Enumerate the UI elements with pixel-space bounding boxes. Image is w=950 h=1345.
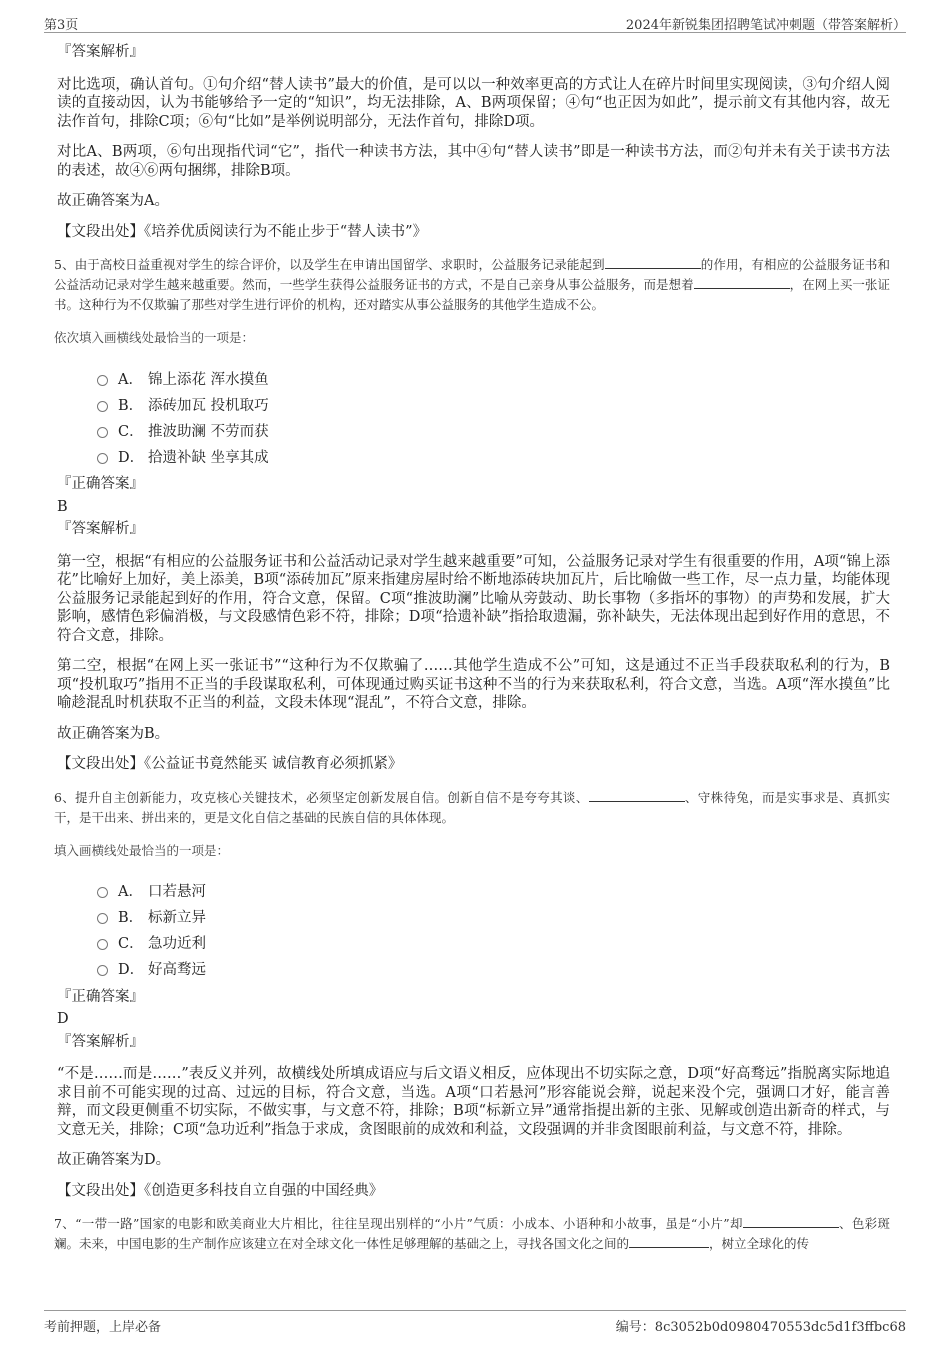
q5-instruction: 依次填入画横线处最恰当的一项是： xyxy=(54,330,255,345)
main-content xyxy=(54,43,890,1268)
option-d[interactable]: D． 拾遗补缺 坐享其成 xyxy=(97,443,890,469)
blank-line xyxy=(605,256,701,269)
option-a[interactable]: A． 口若悬河 xyxy=(97,878,890,904)
document-title: 2024年新锐集团招聘笔试冲刺题（带答案解析） xyxy=(625,18,906,33)
blank-line xyxy=(589,789,685,802)
radio-icon[interactable] xyxy=(97,939,108,950)
radio-icon[interactable] xyxy=(97,453,108,464)
q6-conclusion: 故正确答案为D。 xyxy=(57,1152,171,1168)
q5-options xyxy=(97,365,890,469)
page-number: 第3页 xyxy=(44,18,79,33)
correct-answer-label: 『正确答案』 xyxy=(57,476,144,492)
q5-conclusion: 故正确答案为B。 xyxy=(57,725,170,742)
radio-icon[interactable] xyxy=(97,887,108,898)
option-c[interactable]: C． 推波助澜 不劳而获 xyxy=(97,417,890,443)
q4-source: 【文段出处】《培养优质阅读行为不能止步于“替人读书”》 xyxy=(57,223,428,240)
radio-icon[interactable] xyxy=(97,401,108,412)
blank-line xyxy=(743,1215,839,1228)
q4-analysis-p2: 对比A、B两项，⑥句出现指代词“它”，指代一种读书方法，其中④句“替人读书”即是一种读书方法，而②句并未有关于读书方法的表述，故④⑥两句捆绑，排除B项。 xyxy=(57,144,890,179)
option-b[interactable]: B． 添砖加瓦 投机取巧 xyxy=(97,391,890,417)
q6-source: 【文段出处】《创造更多科技自立自强的中国经典》 xyxy=(57,1182,384,1199)
question-6: 6、提升自主创新能力，攻克核心关键技术，必须坚定创新发展自信。创新自信不是夸夸其谈、 、守株待兔，而是实事求是、真抓实干，是干出来、拼出来的，更是文化自信之基础的民族自信的具体体现。 xyxy=(54,789,890,825)
footer-slogan: 考前押题，上岸必备 xyxy=(44,1320,162,1335)
option-b[interactable]: B． 标新立异 xyxy=(97,904,890,930)
q6-answer: D xyxy=(57,1011,69,1027)
q5-analysis-p2: 第二空，根据“在网上买一张证书”“这种行为不仅欺骗了……其他学生造成不公”可知，这是通过不正当手段获取私利的行为，B项“投机取巧”指用不正当的手段谋取私利，可体现通过购买证书这种不当的行为来获取私利，符合文意，当选。A项“浑水摸鱼”比喻趁混乱时机获取不正当的利益，文段未体现“混乱”，不符合文意，排除。 xyxy=(57,658,890,711)
page-header xyxy=(44,10,906,33)
document-code: 编号：8c3052b0d0980470553dc5d1f3ffbc68 xyxy=(615,1320,906,1335)
blank-line xyxy=(694,276,790,289)
q6-instruction: 填入画横线处最恰当的一项是： xyxy=(54,842,230,858)
q6-options xyxy=(97,878,890,982)
radio-icon[interactable] xyxy=(97,427,108,438)
q5-analysis-p1: 第一空，根据“有相应的公益服务证书和公益活动记录对学生越来越重要”可知，公益服务记录对学生有很重要的作用，A项“锦上添花”比喻好上加好，美上添美，B项“添砖加瓦”原来指建房屋时给不断地添砖块加瓦片，后比喻做一些工作，尽一点力量，均能体现公益服务记录能起到好的作用，符合文意，保留。C项“推波助澜”比喻从旁鼓动、助长事物（多指坏的事物）的声势和发展，扩大影响，感情色彩偏消极，与文段感情色彩不符，排除；D项“拾遗补缺”指拾取遗漏，弥补缺失，无法体现出起到好作用的意思，不符合文意，排除。 xyxy=(57,553,890,644)
analysis-label: 『答案解析』 xyxy=(57,44,144,60)
blank-line xyxy=(629,1235,709,1248)
correct-answer-label: 『正确答案』 xyxy=(57,988,144,1005)
analysis-label: 『答案解析』 xyxy=(57,521,144,537)
option-c[interactable]: C． 急功近利 xyxy=(97,930,890,956)
page-footer xyxy=(44,1310,906,1337)
analysis-label: 『答案解析』 xyxy=(57,1033,144,1050)
radio-icon[interactable] xyxy=(97,913,108,924)
q4-analysis-p1: 对比选项，确认首句。①句介绍“替人读书”最大的价值，是可以以一种效率更高的方式让人在碎片时间里实现阅读，③句介绍人阅读的直接动因，认为书能够给予一定的“知识”，均无法排除，A、B两项保留；④句“也正因为如此”，提示前文有其他内容，故无法作首句，排除C项；⑥句“比如”是举例说明部分，无法作首句，排除D项。 xyxy=(57,76,890,130)
radio-icon[interactable] xyxy=(97,375,108,386)
q5-source: 【文段出处】《公益证书竟然能买 诚信教育必须抓紧》 xyxy=(57,756,403,772)
q4-conclusion: 故正确答案为A。 xyxy=(57,193,169,209)
question-5: 5、由于高校日益重视对学生的综合评价，以及学生在申请出国留学、求职时，公益服务记录能起到 的作用，有相应的公益服务证书和公益活动记录对学生越来越重要。然而，一些学生获得公益服务证书的方式，不是自己亲身从事公益服务，而是想着 ，在网上买一张证书。这种行为不仅欺骗了那些对学生进行评价的机构，还对踏实从事公益服务的其他学生造成不公。 xyxy=(54,257,890,312)
option-d[interactable]: D． 好高骛远 xyxy=(97,956,890,982)
radio-icon[interactable] xyxy=(97,965,108,976)
q6-analysis-p1: “不是……而是……”表反义并列，故横线处所填成语应与后文语义相反，应体现出不切实际之意，D项“好高骛远”指脱离实际地追求目前不可能实现的过高、过远的目标，符合文意，当选。A项“口若悬河”形容能说会辩，说起来没个完，强调口才好，能言善辩，而文段更侧重不切实际，不做实事，与文意不符，排除；B项“标新立异”通常指提出新的主张、见解或创造出新奇的样式，与文意无关，排除；C项“急功近利”指急于求成，贪图眼前的成效和利益，文段强调的并非贪图眼前利益，与文意不符，排除。 xyxy=(57,1066,890,1138)
q5-answer: B xyxy=(57,498,68,515)
option-a[interactable]: A． 锦上添花 浑水摸鱼 xyxy=(97,365,890,391)
question-7: 7、“一带一路”国家的电影和欧美商业大片相比，往往呈现出别样的“小片”气质：小成本、小语种和小故事，虽是“小片”却 、色彩斑斓。未来，中国电影的生产制作应该建立在对全球文化一体性足够理解的基础之上，寻找各国文化之间的 ，树立全球化的传 xyxy=(54,1216,890,1251)
